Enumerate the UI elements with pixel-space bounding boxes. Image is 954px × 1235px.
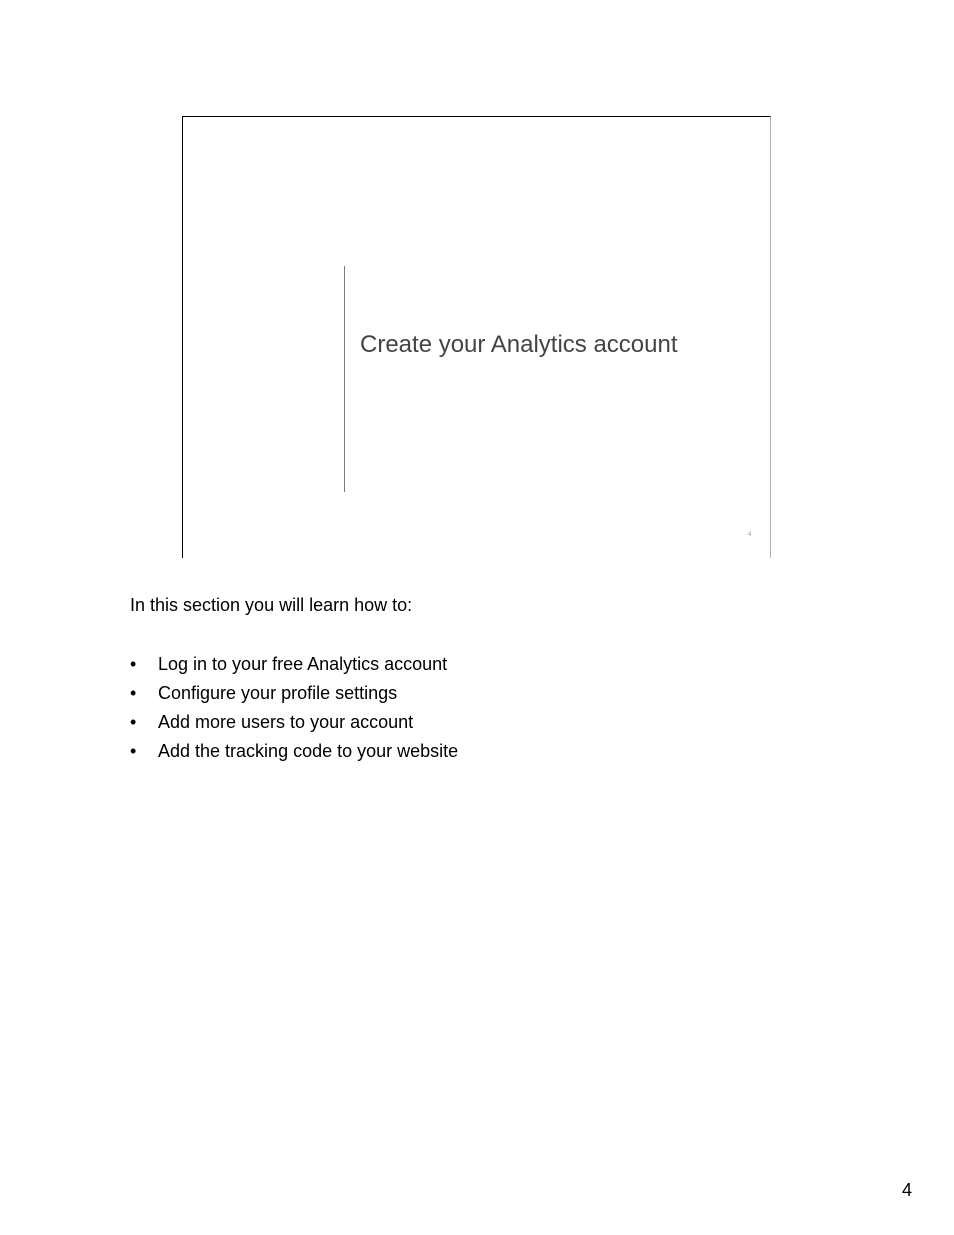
page-number: 4 (902, 1180, 913, 1200)
list-item (130, 653, 830, 682)
list-item-text: Log in to your free Analytics account (158, 654, 448, 674)
slide-thumbnail (182, 116, 771, 558)
bullet-icon: • (130, 741, 137, 761)
list-item-text: Add more users to your account (158, 712, 414, 732)
bullet-icon: • (130, 654, 137, 674)
list-item (130, 740, 830, 769)
list-item (130, 682, 830, 711)
slide-divider-line (344, 266, 345, 492)
slide-title: Create your Analytics account (360, 331, 678, 358)
bullet-icon: • (130, 683, 137, 703)
notes-intro: In this section you will learn how to: (130, 595, 413, 615)
bullet-icon: • (130, 712, 137, 732)
list-item-text: Configure your profile settings (158, 683, 398, 703)
notes-bullet-list (130, 653, 830, 769)
list-item-text: Add the tracking code to your website (158, 741, 459, 761)
list-item (130, 711, 830, 740)
slide-number: 4 (748, 532, 752, 538)
speaker-notes (130, 594, 830, 769)
